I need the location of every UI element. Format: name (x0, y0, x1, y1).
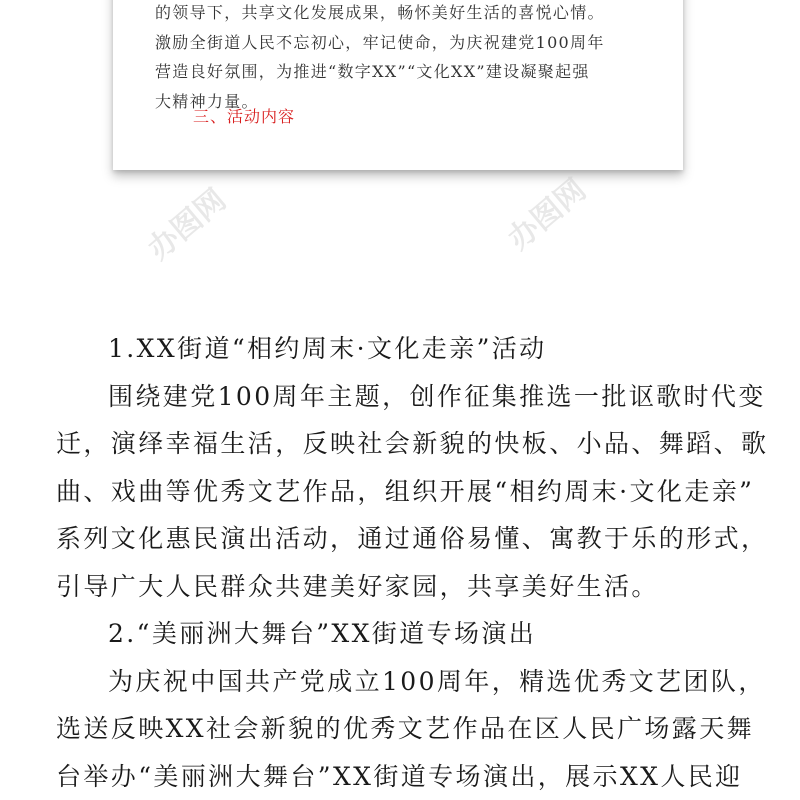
body-line: 迁，演绎幸福生活，反映社会新貌的快板、小品、舞蹈、歌 (56, 429, 769, 458)
body-line: 围绕建党100周年主题，创作征集推选一批讴歌时代变 (108, 381, 766, 411)
body-line: 系列文化惠民演出活动，通过通俗易懂、寓教于乐的形式， (56, 524, 769, 553)
document-body (56, 325, 769, 800)
section-heading: 三、活动内容 (193, 107, 296, 126)
watermark-logo: 办图网 (141, 182, 233, 268)
watermark-logo: 办图网 (501, 172, 593, 258)
body-line: 选送反映XX社会新貌的优秀文艺作品在区人民广场露天舞 (56, 714, 754, 743)
preview-paragraph (155, 0, 655, 116)
document-preview-card (113, 0, 683, 170)
subsection-title: 1.XX街道“相约周末·文化走亲”活动 (108, 334, 547, 363)
preview-line: 的领导下，共享文化发展成果，畅怀美好生活的喜悦心情。 (155, 3, 605, 22)
preview-line: 营造良好氛围，为推进“数字XX”“文化XX”建设凝聚起强 (155, 62, 590, 81)
body-line: 曲、戏曲等优秀文艺作品，组织开展“相约周末·文化走亲” (56, 476, 755, 506)
body-line: 为庆祝中国共产党成立100周年，精选优秀文艺团队， (108, 666, 766, 696)
body-line: 引导广大人民群众共建美好家园，共享美好生活。 (56, 571, 659, 601)
preview-line: 激励全街道人民不忘初心，牢记使命，为庆祝建党100周年 (155, 32, 605, 52)
body-line: 台举办“美丽洲大舞台”XX街道专场演出，展示XX人民迎 (56, 761, 743, 791)
preview-line: 大精神力量。 (155, 91, 259, 111)
subsection-title: 2.“美丽洲大舞台”XX街道专场演出 (108, 619, 537, 648)
